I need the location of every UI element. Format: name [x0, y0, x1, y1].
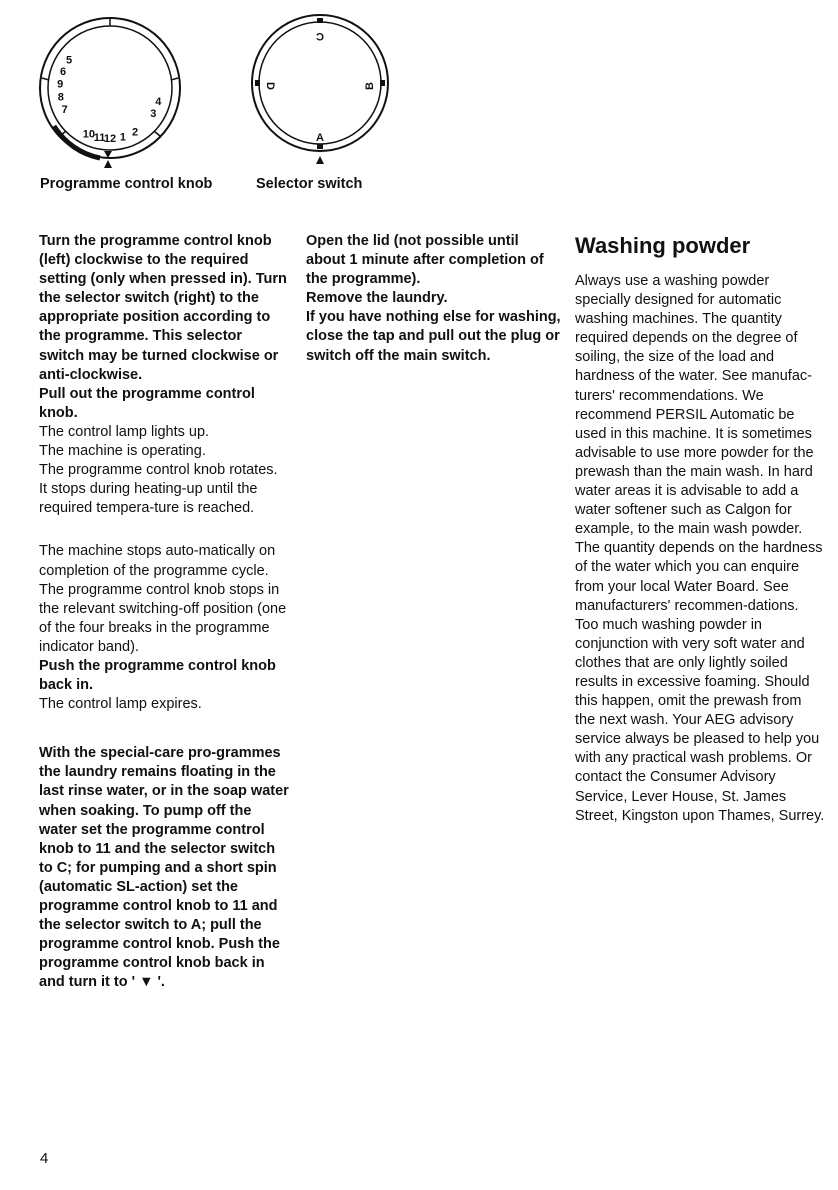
pointer-arrow-icon: [104, 160, 112, 168]
knob-number-label: 8: [57, 91, 64, 104]
knob-number-label: 9: [57, 78, 64, 91]
selector-letter-label: C: [316, 30, 324, 43]
programme-control-knob-diagram: [30, 8, 190, 173]
washing-powder-text: Always use a washing powder specially designed for automatic washing machines. The quantity required depends on the degree of soiling, the size of the load and hardness of the water. See manufac-turers' recommendations. We recommend PERSIL Automatic be used in this machine. It is sometimes advisable to use more powder for the prewash than the main wash. In hard water areas it is advisable to add a water softener such as Calgon for example, to the main wash powder. The quantity depends on the hardness of the water which you can enquire from your local Water Board. See manufacturers' recommen-dations. Too much washing powder in conjunction with very soft water and clothes that are only lightly soiled results in excessive foaming. Should this happen, omit the prewash from the next wash. Your AEG advisory service always be pleased to help you with any practical wash problems. Or contact the Consumer Advisory Service, Lever House, St. James Street, Kingston upon Thames, Surrey.: [575, 273, 825, 824]
status-heating: It stops during heating-up until the required tempera-ture is reached.: [39, 481, 258, 517]
knob-diagrams: [30, 8, 430, 193]
knob-number-label: 6: [59, 65, 67, 78]
instruction-open-lid: Open the lid (not possible until about 1 minute after completion of the programme).: [306, 233, 544, 288]
knob-number-label: 4: [155, 95, 162, 108]
instruction-turn-knobs: Turn the programme control knob (left) clockwise to the required setting (only when pressed in). Turn the selector switch (right) to the appropriate position according to the programme. This selector switch may be turned clockwise or anti-clockwise.: [39, 233, 287, 383]
column-instructions: [39, 232, 289, 992]
knob-number-label: 3: [150, 108, 157, 120]
column-unloading: [306, 232, 561, 366]
selector-switch-diagram: [240, 8, 400, 173]
instruction-push-knob: Push the programme control knob back in.: [39, 657, 276, 694]
instruction-pull-knob: Pull out the programme control knob.: [39, 385, 255, 421]
column-washing-powder: [575, 232, 825, 826]
section-heading: Washing powder: [575, 233, 751, 258]
status-lamp-lights: The control lamp lights up.: [39, 423, 210, 440]
selector-letter-label: D: [264, 82, 277, 90]
status-knob-rotates: The programme control knob rotates.: [39, 462, 278, 479]
page-number: 4: [40, 1150, 49, 1167]
special-care-note: With the special-care pro-grammes the laundry remains floating in the last rinse water, or in the soap water when soaking. To pump off the water set the programme control knob to 11 and the selector switch to C; for pumping and a short spin (automatic SL-action) set the programme control knob to 11 and the selector switch to A; pull the programme control knob. Push the programme control knob back in and turn it to ' ▼ '.: [39, 745, 289, 991]
status-lamp-expires: The control lamp expires.: [39, 696, 202, 713]
status-operating: The machine is operating.: [39, 443, 206, 460]
programme-control-knob-caption: Programme control knob: [40, 176, 213, 192]
knob-number-label: 10: [82, 128, 96, 141]
status-machine-stops: The machine stops auto-matically on completion of the programme cycle. The programme control knob stops in the relevant switching-off position (one of the four breaks in the programme indicator band).: [39, 543, 287, 655]
knob-number-label: 7: [61, 104, 68, 117]
knob-number-label: 1: [119, 131, 126, 144]
knob-number-label: 5: [65, 54, 73, 67]
knob-number-label: 12: [103, 133, 117, 145]
knob-number-label: 2: [131, 126, 139, 139]
instruction-close-tap: If you have nothing else for washing, close the tap and pull out the plug or switch off the main switch.: [306, 309, 561, 364]
instruction-remove-laundry: Remove the laundry.: [306, 290, 448, 307]
pointer-arrow-icon: [316, 156, 324, 164]
knob-number-label: 11: [93, 131, 106, 144]
selector-letter-label: A: [316, 131, 324, 144]
selector-letter-label: B: [363, 82, 376, 90]
selector-switch-caption: Selector switch: [256, 176, 363, 192]
